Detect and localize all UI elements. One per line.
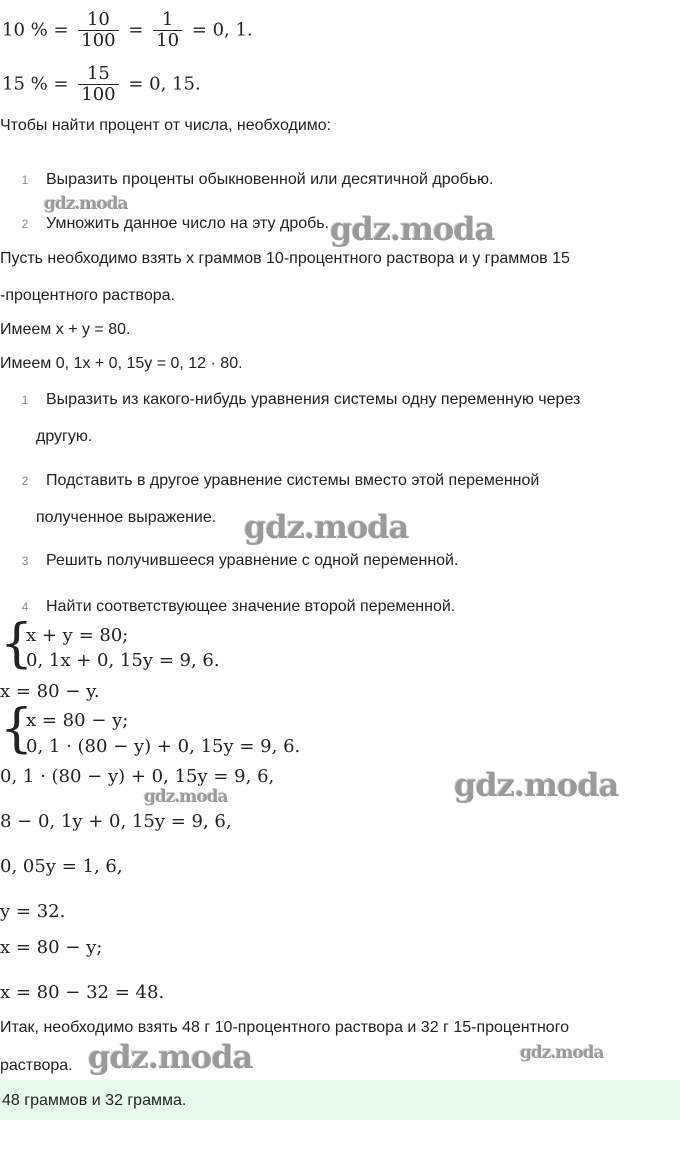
list-number: 1 [21,173,29,187]
solution-step: x = 80 − 32 = 48. [0,982,165,1003]
math-text: = 0, 15. [122,73,201,95]
method-item [18,597,455,617]
x-expression: x = 80 − y. [0,681,100,702]
system2-eq2: 0, 1 · (80 − y) + 0, 15y = 9, 6. [26,736,301,757]
conclusion-line-1: Итак, необходимо взять 48 г 10-процентного раствора и 32 г 15-процентного [0,1019,570,1036]
solution-step: 0, 1 · (80 − y) + 0, 15y = 9, 6, [0,766,275,787]
fraction-denominator: 100 [81,84,116,105]
watermark-logo: gdz.moda [88,1038,253,1076]
list-number: 2 [21,217,29,231]
math-text: 15 % = [2,73,75,95]
watermark-logo: gdz.moda [520,1043,604,1063]
system-brace: { [0,614,34,674]
fraction-numerator: 1 [153,10,182,31]
answer-box [0,1080,680,1120]
list-number: 4 [21,600,29,614]
watermark-logo: gdz.moda [44,194,128,214]
method-item [18,551,458,571]
fraction [153,10,182,51]
math-text: 10 % = [2,19,75,41]
list-number: 3 [21,554,29,568]
list-item-text: Решить получившееся уравнение с одной переменной. [46,552,459,569]
list-number: 2 [21,474,29,488]
rule-item [18,214,329,234]
watermark-logo: gdz.moda [330,210,495,248]
rule-intro: Чтобы найти процент от числа, необходимо: [0,117,332,134]
have-line-1: Имеем x + y = 80. [0,321,131,338]
let-line-1: Пусть необходимо взять x граммов 10-процентного раствора и y граммов 15 [0,250,570,267]
system-brace: { [0,699,34,759]
fraction-numerator: 15 [78,64,118,85]
method-item-cont: полученное выражение. [36,509,217,526]
list-item-text: Выразить проценты обыкновенной или десятичной дробью. [46,171,494,188]
percent-line-15 [2,64,201,105]
fraction [78,64,118,105]
system2-eq1: x = 80 − y; [26,710,129,731]
list-item-text: Умножить данное число на эту дробь. [46,215,330,232]
watermark-logo: gdz.moda [454,766,619,804]
fraction-numerator: 10 [78,10,118,31]
fraction [78,10,118,51]
math-text: = 0, 1. [186,19,253,41]
solution-step: x = 80 − y; [0,937,103,958]
percent-line-10 [2,10,253,51]
system1-eq2: 0, 1x + 0, 15y = 9, 6. [26,650,220,671]
list-item-text: Выразить из какого-нибудь уравнения системы одну переменную через [46,391,581,408]
fraction-denominator: 100 [81,30,116,51]
list-number: 1 [21,393,29,407]
method-item [18,471,539,491]
let-line-2: -процентного раствора. [0,287,175,304]
list-item-text: Подставить в другое уравнение системы вместо этой переменной [46,472,540,489]
method-item [18,390,580,410]
watermark-logo: gdz.moda [244,508,409,546]
have-line-2: Имеем 0, 1x + 0, 15y = 0, 12 · 80. [0,355,243,372]
fraction-denominator: 10 [156,30,180,51]
conclusion-line-2: раствора. [0,1057,73,1074]
watermark-logo: gdz.moda [144,787,228,807]
system1-eq1: x + y = 80; [26,625,129,646]
solution-step: 0, 05y = 1, 6, [0,856,123,877]
list-item-text: Найти соответствующее значение второй переменной. [46,598,456,615]
solution-step: 8 − 0, 1y + 0, 15y = 9, 6, [0,811,232,832]
solution-step: y = 32. [0,901,66,922]
math-text: = [122,19,150,41]
answer-text: 48 граммов и 32 грамма. [2,1092,187,1109]
method-item-cont: другую. [36,428,93,445]
rule-item [18,170,493,190]
